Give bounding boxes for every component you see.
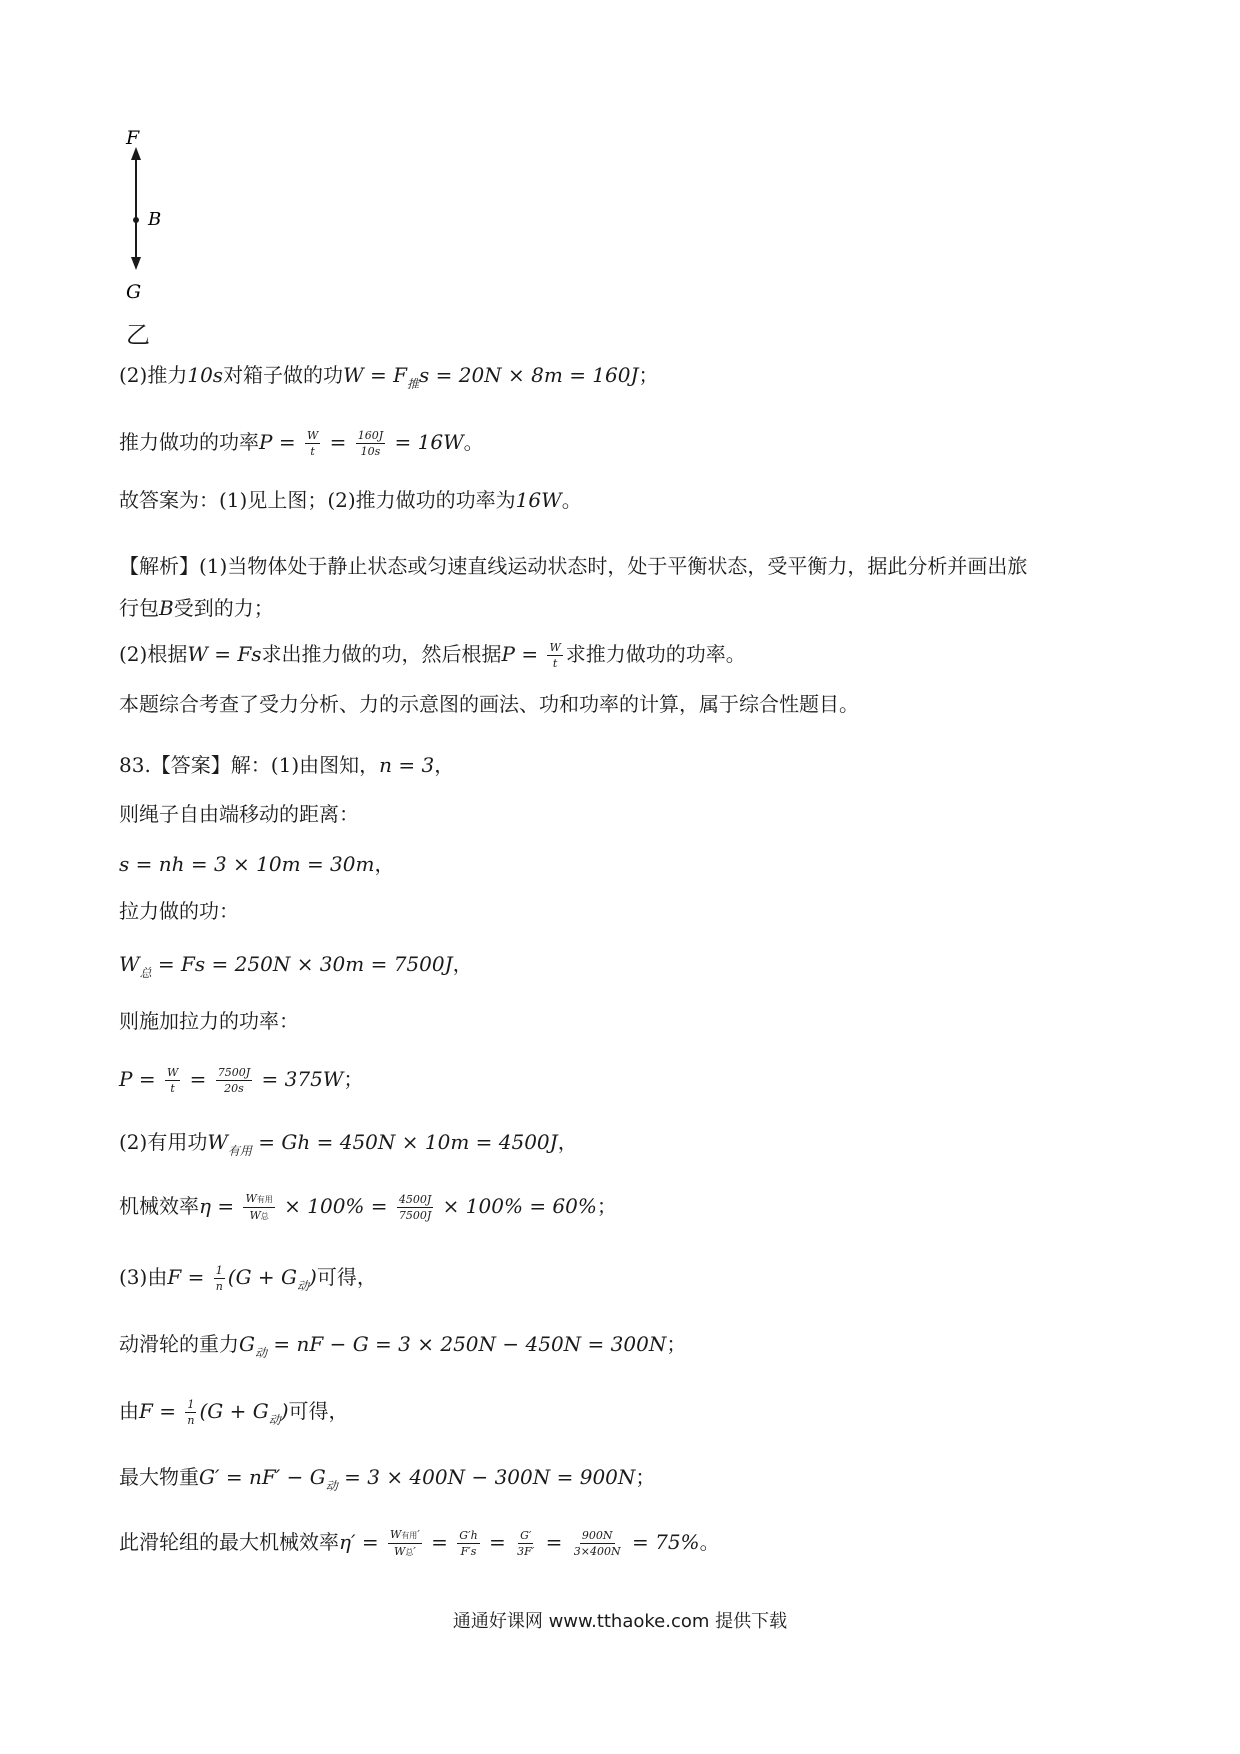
- analysis-line-3: (2)根据W = Fs求出推力做的功，然后根据P = $\frac{W}{t}$ 求推力做功的功率。: [119, 641, 746, 670]
- analysis-line-1: 【解析】(1)当物体处于静止状态或匀速直线运动状态时，处于平衡状态，受平衡力，据此分析并画出旅: [119, 554, 1028, 578]
- max-weight-formula: 最大物重$G' = nF' - G_动 = 3 \times 400N - 300N = 900N$；: [119, 1465, 656, 1493]
- pulley-weight-formula: 动滑轮的重力$G_动$ = nF − G = 3 × 250N − 450N = 300N；: [119, 1332, 687, 1360]
- pull-power-intro: 则施加拉力的功率：: [119, 1009, 299, 1033]
- power-calculation-line: 推力做功的功率P = $\frac{W}{t}$ = $\frac{160J}{10s}$ = 16W。: [119, 429, 484, 458]
- point-label-b: B: [148, 209, 162, 230]
- efficiency-formula: 机械效率η = $\frac{\text{W有用}}{\text{W总}}$ × 100% = $\frac{4500J}{7500J}$ × 100% = 60%；: [119, 1192, 617, 1222]
- pull-power-formula: P = $\frac{W}{t}$ = $\frac{7500J}{20s}$ = 375W；: [119, 1066, 364, 1095]
- rope-distance-intro: 则绳子自由端移动的距离：: [119, 802, 359, 826]
- page-footer: 通通好课网 www.tthaoke.com 提供下载: [452, 1611, 788, 1632]
- total-work-formula: $W_总 = Fs = 250N \times 30m = 7500J$，: [119, 952, 473, 980]
- force-label-g: G: [126, 281, 142, 303]
- rope-distance-formula: s = nh = 3 × 10m = 30m，: [119, 852, 395, 876]
- arrow-down-icon: [131, 257, 141, 270]
- useful-work-formula: (2)有用功$W_{有用} = Gh = 450N \times 10m = 4500J$，: [119, 1130, 578, 1158]
- figure-caption: 乙: [126, 321, 150, 349]
- force-relation-line: (3)由F = $\frac{1}{n}$ $(G + G_动)$可得，: [119, 1264, 377, 1293]
- question-83-answer-line: 83.【答案】解：(1)由图知，n = 3，: [119, 753, 455, 777]
- force-label-f: F: [126, 127, 140, 149]
- analysis-summary-line: 本题综合考查了受力分析、力的示意图的画法、功和功率的计算，属于综合性题目。: [119, 692, 859, 716]
- work-calculation-line: (2)推力10s对箱子做的功$W = F_推s = 20N \times 8m = 160J$；: [119, 363, 659, 391]
- force-diagram: [118, 125, 178, 305]
- point-b-dot: [133, 217, 139, 223]
- answer-summary-line: 故答案为：(1)见上图；(2)推力做功的功率为16W。: [119, 488, 582, 512]
- pull-work-intro: 拉力做的功：: [119, 899, 239, 923]
- force-relation-line-2: 由F = $\frac{1}{n}$ $(G + G_动)$可得，: [119, 1398, 349, 1427]
- max-efficiency-formula: 此滑轮组的最大机械效率η′ = $\frac{\text{W有用′}}{\text{W总′}}$ = $\frac{G'h}{F's}$ = $\frac{G'}{3F'}$ = $\frac{900N}{3\times 400N}$ = 75%。: [119, 1528, 720, 1558]
- analysis-line-2: 行包B受到的力；: [119, 596, 274, 620]
